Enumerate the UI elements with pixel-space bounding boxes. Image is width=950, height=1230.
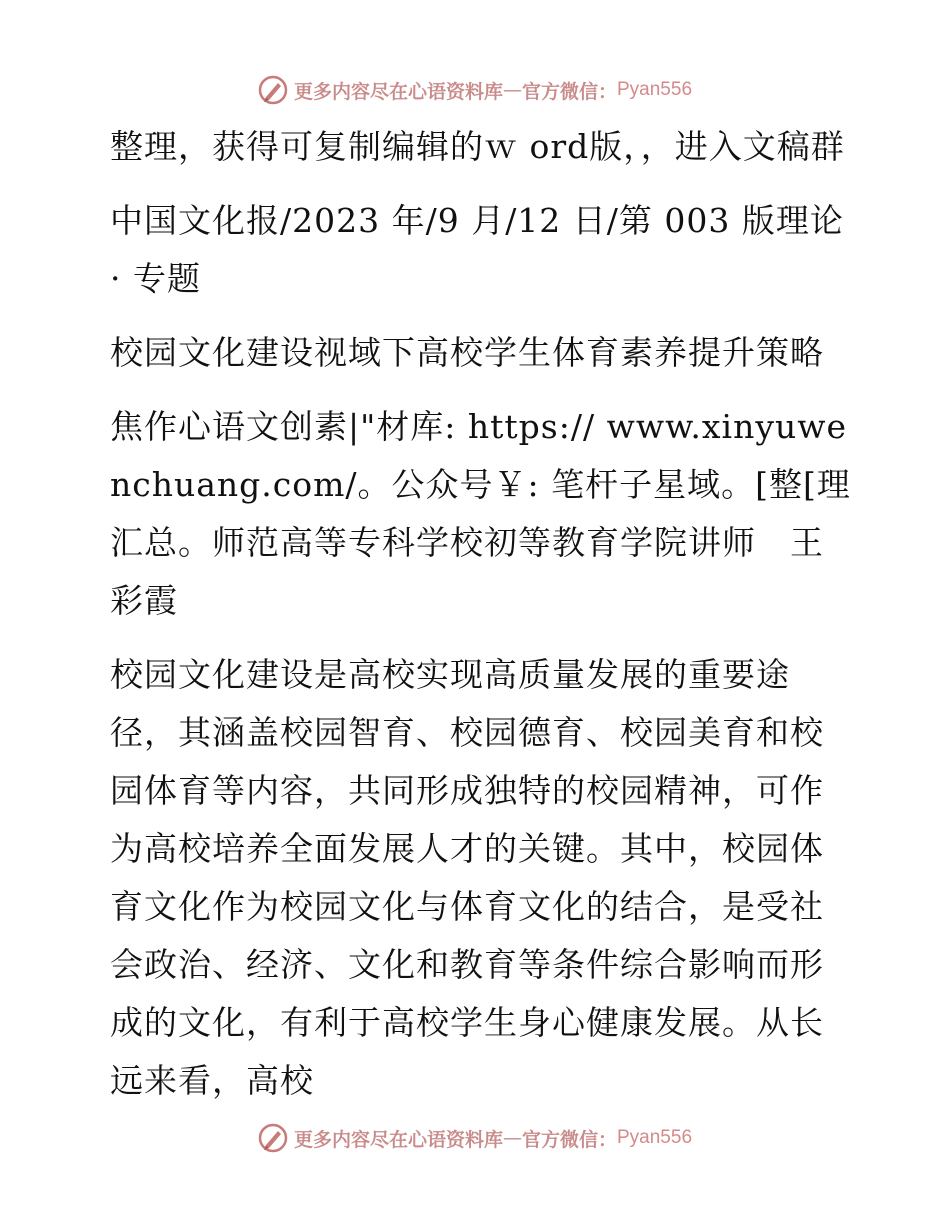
banner-text: 更多内容尽在心语资料库 [293,1128,503,1151]
paragraph-source: 中国文化报/2023 年/9 月/12 日/第 003 版理论 · 专题 [110,201,844,298]
banner-wechat-label: 官方微信： [521,80,617,103]
header-banner [0,70,950,110]
banner-text: 更多内容尽在心语资料库 [293,80,503,103]
footer-banner [0,1118,950,1158]
paragraph-intro: 整理，获得可复制编辑的ｗ ord版，，进入文稿群 [110,127,845,166]
pen-logo-icon [258,75,288,105]
document-body [98,118,854,1126]
banner-wechat-id: Pyan556 [617,1127,693,1148]
banner-wechat-label: 官方微信： [521,1128,617,1151]
banner-wechat-id: Pyan556 [617,79,693,100]
paragraph-body: 校园文化建设是高校实现高质量发展的重要途径，其涵盖校园智育、校园德育、校园美育和校园体育等内容，共同形成独特的校园精神，可作为高校培养全面发展人才的关键。其中，校园体育文化作为校园文化与体育文化的结合，是受社会政治、经济、文化和教育等条件综合影响而形成的文化，有利于高校学生身心健康发展。从长远来看，高校 [110,655,824,1100]
banner-separator: — [502,79,522,101]
paragraph-author: 焦作心语文创素|"材库: https:// www.xinyuwenchuang.com/。公众号￥: 笔杆子星域。[整[理汇总。师范高等专科学校初等教育学院讲师 王彩霞 [110,407,851,620]
pen-logo-icon [258,1123,288,1153]
article-title: 校园文化建设视域下高校学生体育素养提升策略 [110,333,824,372]
banner-separator: — [502,1127,522,1149]
